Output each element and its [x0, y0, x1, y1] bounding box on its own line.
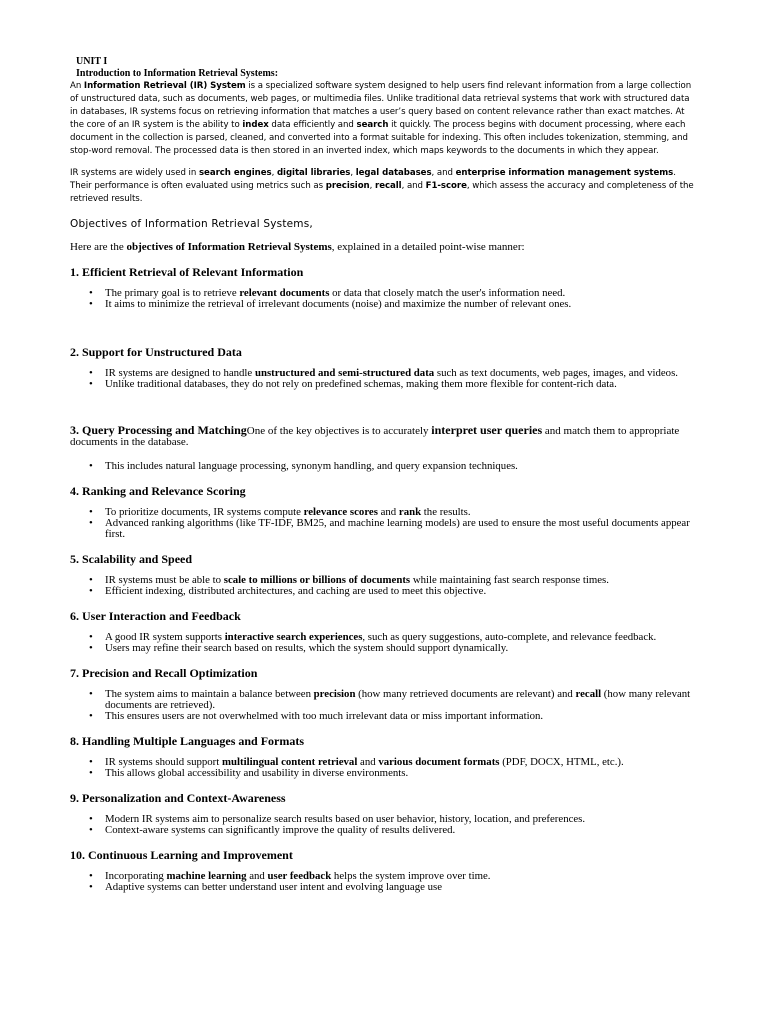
section-10-list [70, 871, 698, 893]
objectives-title: Objectives of Information Retrieval Systems, [70, 218, 313, 230]
section-9-title: 9. Personalization and Context-Awareness [70, 791, 286, 805]
section-4-list [70, 507, 698, 540]
document-page [70, 56, 698, 893]
list-item: • Incorporating machine learning and user feedback helps the system improve over time. [105, 871, 698, 882]
section-1-title: 1. Efficient Retrieval of Relevant Information [70, 265, 304, 279]
section-5-list [70, 575, 698, 597]
section-3 [70, 425, 698, 472]
section-6-title: 6. User Interaction and Feedback [70, 609, 241, 623]
section-2-list [70, 368, 698, 390]
list-item: • IR systems should support multilingual content retrieval and various document formats (PDF, DOCX, HTML, etc.). [105, 757, 698, 768]
section-3-heading-paragraph: 3. Query Processing and MatchingOne of the key objectives is to accurately interpret user queries and match them to appropriate documents in the database. [70, 423, 680, 448]
section-9 [70, 791, 698, 836]
list-item: • This ensures users are not overwhelmed with too much irrelevant data or miss important information. [105, 711, 698, 722]
list-item: • Advanced ranking algorithms (like TF-IDF, BM25, and machine learning models) are used to ensure the most useful documents appear first. [105, 518, 698, 540]
list-item: • This allows global accessibility and usability in diverse environments. [105, 768, 698, 779]
list-item: • IR systems must be able to scale to millions or billions of documents while maintaining fast search response times. [105, 575, 698, 586]
usage-paragraph: IR systems are widely used in search engines, digital libraries, legal databases, and enterprise information management systems. Their performance is often evaluated using metrics such as precision, recall, and F1-score, which assess the accuracy and completeness of the retrieved results. [70, 168, 694, 204]
section-6-list [70, 632, 698, 654]
section-3-list [70, 461, 698, 472]
list-item: • It aims to minimize the retrieval of irrelevant documents (noise) and maximize the number of relevant ones. [105, 299, 698, 310]
list-item: • Adaptive systems can better understand user intent and evolving language use [105, 882, 698, 893]
section-7-list [70, 689, 698, 722]
section-9-list [70, 814, 698, 836]
section-4 [70, 484, 698, 540]
section-10 [70, 848, 698, 893]
section-5-title: 5. Scalability and Speed [70, 552, 193, 566]
list-item: • Context-aware systems can significantly improve the quality of results delivered. [105, 825, 698, 836]
section-7 [70, 666, 698, 722]
list-item: • A good IR system supports interactive search experiences, such as query suggestions, auto-complete, and relevance feedback. [105, 632, 698, 643]
unit-label: UNIT I [76, 56, 108, 67]
list-item: • The primary goal is to retrieve relevant documents or data that closely match the user's information need. [105, 288, 698, 299]
section-8 [70, 734, 698, 779]
section-3-title: 3. Query Processing and Matching [70, 423, 247, 437]
intro-title: Introduction to Information Retrieval Systems: [76, 68, 279, 79]
section-5 [70, 552, 698, 597]
list-item: • This includes natural language processing, synonym handling, and query expansion techniques. [105, 461, 698, 472]
section-1 [70, 265, 698, 310]
list-item: • The system aims to maintain a balance between precision (how many retrieved documents are relevant) and recall (how many relevant documents are retrieved). [105, 689, 698, 711]
list-item: • Efficient indexing, distributed architectures, and caching are used to meet this objective. [105, 586, 698, 597]
list-item: • Modern IR systems aim to personalize search results based on user behavior, history, location, and preferences. [105, 814, 698, 825]
section-8-list [70, 757, 698, 779]
list-item: • IR systems are designed to handle unstructured and semi-structured data such as text documents, web pages, images, and videos. [105, 368, 698, 379]
objectives-intro-line: Here are the objectives of Information Retrieval Systems, explained in a detailed point-wise manner: [70, 241, 525, 253]
section-2-title: 2. Support for Unstructured Data [70, 345, 242, 359]
list-item: • Unlike traditional databases, they do not rely on predefined schemas, making them more flexible for content-rich data. [105, 379, 698, 390]
section-6 [70, 609, 698, 654]
section-7-title: 7. Precision and Recall Optimization [70, 666, 258, 680]
section-4-title: 4. Ranking and Relevance Scoring [70, 484, 246, 498]
intro-paragraph: An Information Retrieval (IR) System is a specialized software system designed to help users find relevant information from a large collection of unstructured data, such as documents, web pages, or multimedia files. Unlike traditional data retrieval systems that work with structured data in databases, IR systems focus on retrieving information that matches a user’s query based on content relevance rather than exact matches. At the core of an IR system is the ability to index data efficiently and search it quickly. The process begins with document processing, where each document in the collection is parsed, cleaned, and converted into a format suitable for indexing. This often includes tokenization, stemming, and stop-word removal. The processed data is then stored in an inverted index, which maps keywords to the documents in which they appear. [70, 81, 692, 156]
list-item: • To prioritize documents, IR systems compute relevance scores and rank the results. [105, 507, 698, 518]
section-2 [70, 345, 698, 390]
section-8-title: 8. Handling Multiple Languages and Formats [70, 734, 305, 748]
list-item: • Users may refine their search based on results, which the system should support dynamically. [105, 643, 698, 654]
section-10-title: 10. Continuous Learning and Improvement [70, 848, 293, 862]
section-1-list [70, 288, 698, 310]
